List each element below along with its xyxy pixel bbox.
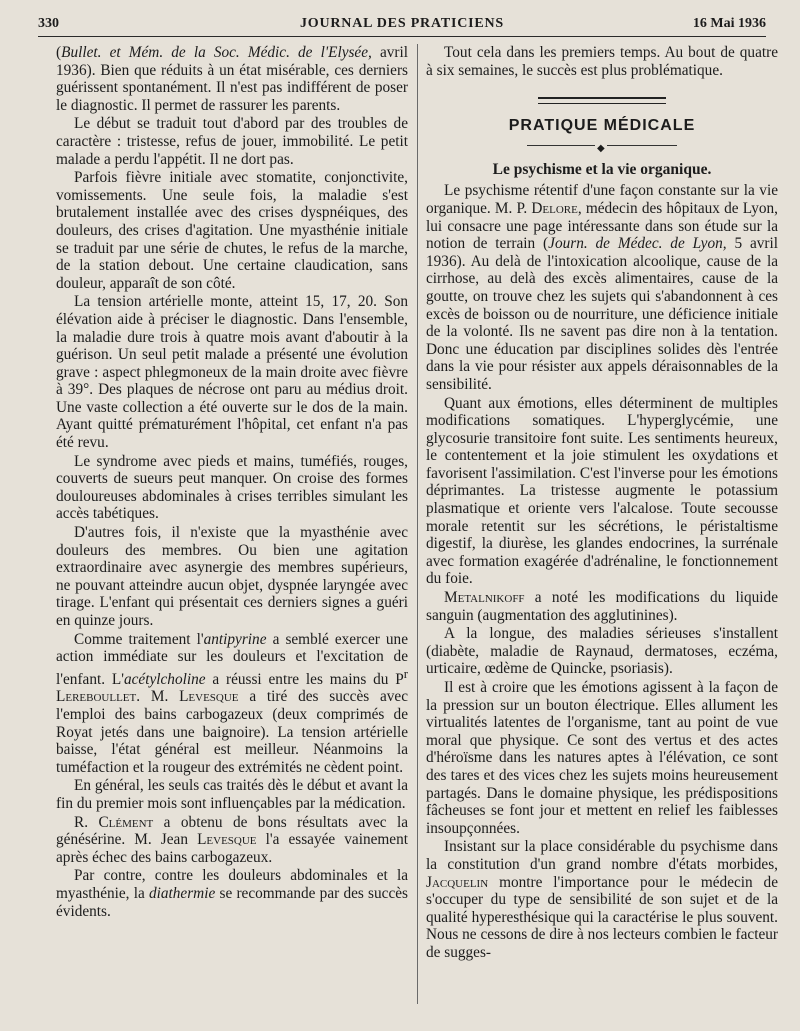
author-name: Clément (98, 813, 154, 831)
citation: Bullet. et Mém. de la Soc. Médic. de l'Elysée, (61, 44, 372, 61)
issue-date: 16 Mai 1936 (692, 16, 766, 31)
journal-title: JOURNAL DES PRATICIENS (299, 16, 505, 31)
paragraph: D'autres fois, il n'existe que la myasthénie avec douleurs des membres. Ou bien une agitation extraordinaire avec asynergie des membres supérieurs, ne pouvant atteindre aucun objet, dyspnée laryngée avec tirage. L'enfant qui présentait ces derniers signes a guéri en quinze jours. (56, 524, 408, 629)
left-column (56, 44, 408, 920)
page-number: 330 (38, 16, 59, 31)
ornament-rule-icon: ◆ (527, 141, 677, 151)
author-name: Lereboullet (56, 688, 137, 706)
paragraph: A la longue, des maladies sérieuses s'installent (diabète, maladie de Raynaud, dermatoses, eczéma, urticaire, œdème de Quincke, psoriasis). (426, 625, 778, 678)
author-name: Levesque (179, 688, 239, 706)
paragraph: R. Clément a obtenu de bons résultats avec la génésérine. M. Jean Levesque l'a essayée vainement après échec des bains carbogazeux. (56, 813, 408, 866)
double-rule (538, 97, 666, 104)
paragraph: Quant aux émotions, elles déterminent de multiples modifications somatiques. L'hyperglycémie, une glycosurie transitoire font suite. Les sentiments heureux, le contentement et la joie stimulent les oxydations et favorisent l'assimilation. C'est l'inverse pour les émotions déprimantes. La tristesse augmente le potassium plasmatique et oriente vers l'alcalose. Toute secousse morale retentit sur les sécrétions, le péristaltisme digestif, la diurèse, les glandes endocrines, la surrénale avec formation exagérée d'adrénaline, le fonctionnement du foie. (426, 394, 778, 588)
paragraph: Le début se traduit tout d'abord par des troubles de caractère : tristesse, refus de jouer, immobilité. Le petit malade a perdu l'appétit. Il ne dort pas. (56, 115, 408, 168)
author-name: Levesque (197, 831, 257, 849)
section-header (426, 97, 778, 154)
author-name: Jacquelin (426, 873, 489, 891)
author-name: Delore (531, 199, 578, 217)
paragraph: Il est à croire que les émotions agissent à la façon de la pression sur un bouton électrique. Elles allument les virtualités latentes de l'organisme, tant au point de vue moral que physique. Ce sont des vertus et des actes d'héroïsme dans les natures aptes à l'élévation, ce sont des tares et des vices chez les sujets moins heureusement partagés. Dans le domaine physique, les prédispositions fâcheuses se font jour et mettent en relief les faiblesses insoupçonnées. (426, 679, 778, 837)
citation: Journ. de Médec. de Lyon, (548, 235, 727, 253)
section-title: PRATIQUE MÉDICALE (508, 117, 696, 135)
paragraph: (Bullet. et Mém. de la Soc. Médic. de l'Elysée, avril 1936). Bien que réduits à un état misérable, ces derniers guérissent spontanément. Il n'est pas indifférent de poser le diagnostic. Il permet de rassurer les parents. (56, 44, 408, 114)
paragraph: Le psychisme rétentif d'une façon constante sur la vie organique. M. P. Delore, médecin des hôpitaux de Lyon, lui consacre une page intéressante dans son étude sur la notion de terrain (Journ. de Médec. de Lyon, 5 avril 1936). Au delà de l'intoxication alcoolique, cause de la cirrhose, au delà des excès alimentaires, cause de la goutte, on trouve chez les sujets qui s'abandonnent à ces excès de boisson ou de nourriture, une déficience initiale de la volonté. Ils ne savent pas dire non à la tentation. Donc une éducation par disciplines solides dès l'entrée dans la vie pour résister aux appels déraisonnables de la sensibilité. (426, 182, 779, 393)
column-divider (417, 44, 418, 1004)
article-title: Le psychisme et la vie organique. (492, 160, 712, 178)
running-header (38, 14, 766, 37)
right-column (426, 44, 778, 962)
paragraph: La tension artérielle monte, atteint 15, 17, 20. Son élévation aide à préciser le diagnostic. Dans l'ensemble, la maladie dure trois à quatre mois avant d'aboutir à la guérison. Un seul petit malade a présenté une évolution grave : aspect phlegmoneux de la main droite avec fièvre à 39°. Des plaques de nécrose ont paru au médius droit. Une vaste collection a été ouverte sur le dos de la main. Ayant quitté prématurément l'hôpital, cet enfant n'a pas été revu. (56, 293, 408, 452)
paragraph: Insistant sur la place considérable du psychisme dans la constitution d'un grand nombre d'états morbides, Jacquelin montre l'importance pour le médecin de s'occuper du type de sensibilité de son sujet et de la qualité hyperesthésique qui la caractérise le plus souvent. Nous ne cessons de dire à nos lecteurs combien le facteur de sugges- (426, 838, 778, 961)
author-name: Metalnikoff (444, 589, 525, 607)
paragraph: En général, les seuls cas traités dès le début et avant la fin du premier mois sont influençables par la médication. (56, 777, 408, 813)
paragraph: Par contre, contre les douleurs abdominales et la myasthénie, la diathermie se recommande par des succès évidents. (56, 867, 408, 920)
paragraph: Metalnikoff a noté les modifications du liquide sanguin (augmentation des agglutinines). (426, 589, 778, 624)
paragraph: Le syndrome avec pieds et mains, tuméfiés, rouges, couverts de sueurs peut manquer. On croise des formes douloureuses abdominales à crises terribles simulant les accès tabétiques. (56, 452, 408, 523)
paragraph: Tout cela dans les premiers temps. Au bout de quatre à six semaines, le succès est plus problématique. (426, 44, 778, 79)
paragraph: Parfois fièvre initiale avec stomatite, conjonctivite, vomissements. Une seule fois, la maladie s'est brutalement installée avec des crises dyspnéiques, des douleurs, des crises d'agitation. Une myasthénie initiale se traduit par une série de chutes, le refus de la marche, de la station debout. Une certaine claudication, sans douleur, apparaît de son côté. (56, 169, 408, 292)
paragraph: Comme traitement l'antipyrine a semblé exercer une action immédiate sur les douleurs et l'excitation de l'enfant. L'acétylcholine a réussi entre les mains du $P^r$ Lereboullet. M. Levesque a tiré des succès avec l'emploi des bains carbogazeux (deux comprimés de Royat jetés dans une baignoire). La tension artérielle baisse, l'état général est meilleur. Néanmoins la tuméfaction et la rougeur des extrémités ne cèdent point. (56, 630, 408, 776)
